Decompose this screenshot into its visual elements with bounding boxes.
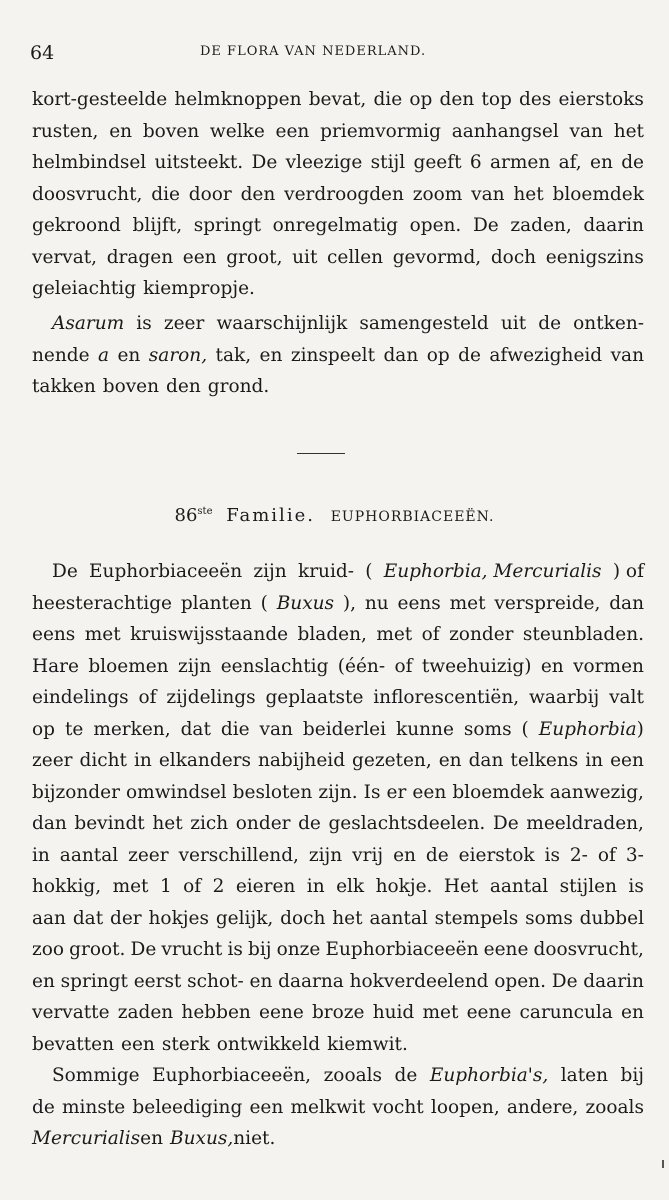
text-word: zijn	[177, 655, 212, 677]
text-word: verspreide,	[494, 592, 601, 614]
text-word: gelijk,	[215, 907, 274, 929]
text-word: Euphorbiaceeën	[89, 561, 243, 582]
text-word: 6	[469, 152, 482, 173]
text-word: bladen,	[297, 624, 367, 645]
text-line	[32, 777, 644, 809]
text-word: zoo	[32, 939, 65, 960]
text-word: daarin	[583, 970, 644, 992]
text-line	[32, 340, 644, 372]
text-word: en	[249, 970, 273, 992]
text-word: in	[585, 750, 604, 771]
italic-term: Euphorbia	[538, 718, 637, 740]
text-word: er	[386, 781, 407, 803]
text-word: en	[109, 120, 133, 142]
text-word: Is	[363, 781, 381, 803]
text-word: 2	[212, 876, 225, 897]
text-line	[32, 934, 644, 966]
text-word: omwindsel	[126, 781, 227, 803]
text-word: zijn	[308, 844, 343, 866]
text-word: uit	[292, 246, 318, 268]
text-word: sterk	[161, 1033, 210, 1055]
text-word: de	[425, 844, 449, 866]
text-word: De	[130, 939, 157, 960]
text-word: en	[590, 152, 613, 173]
family-number: 86ste	[174, 505, 213, 526]
text-word: niet.	[233, 1128, 276, 1149]
text-word: aantal	[369, 907, 428, 929]
text-word: tweehuizig)	[421, 655, 532, 677]
text-word: met	[84, 624, 121, 645]
text-word: cellen	[327, 246, 384, 268]
text-word: bloemdek	[552, 183, 644, 205]
text-word: De	[551, 970, 578, 992]
text-word: eenslachtig	[220, 655, 329, 677]
text-word: kiempropje.	[143, 278, 255, 299]
text-word: gekroond	[32, 215, 121, 236]
text-word: of	[421, 624, 440, 645]
text-word: heesterachtige	[32, 592, 172, 614]
text-word: of	[183, 876, 202, 897]
text-word: elk	[336, 876, 365, 897]
text-word: andere,	[506, 1096, 579, 1118]
text-word: het	[332, 907, 363, 929]
text-word: open.	[409, 215, 462, 236]
text-line	[32, 714, 644, 746]
text-word: die	[151, 183, 180, 205]
text-word: merken,	[93, 718, 171, 740]
text-word: zijdelings	[166, 687, 256, 708]
text-word: aanhangsel	[451, 120, 559, 142]
text-word: steunbladen.	[522, 624, 644, 645]
text-word: vocht	[372, 1096, 424, 1118]
text-word: vleezige	[285, 152, 363, 173]
text-word: der	[110, 907, 142, 929]
text-line	[32, 903, 644, 935]
text-word: nu	[364, 592, 389, 614]
text-word: eierstok	[458, 844, 535, 866]
text-word: open.	[494, 970, 546, 992]
text-word: eene	[466, 1002, 512, 1023]
text-word: met	[376, 624, 413, 645]
text-word: is	[227, 939, 243, 960]
text-line	[32, 556, 644, 588]
text-word: kruid-	[297, 561, 354, 582]
text-word: (één-	[337, 655, 386, 677]
text-word: kunne	[396, 718, 454, 740]
text-word: soms	[525, 907, 573, 929]
text-word: waarbij	[529, 687, 600, 708]
text-word: met	[449, 592, 486, 614]
text-word: )	[636, 718, 644, 740]
text-word: eens	[32, 624, 76, 645]
text-word: verschillend,	[178, 844, 299, 866]
print-mark	[662, 1160, 664, 1168]
text-word: en	[140, 1128, 164, 1149]
text-word: eindelings	[32, 687, 129, 708]
text-line	[32, 1029, 644, 1061]
text-word: melkwit	[290, 1096, 366, 1118]
text-word: bij	[247, 939, 272, 960]
text-word: in	[306, 876, 325, 897]
text-word: op	[409, 89, 433, 110]
text-word: en	[32, 970, 55, 992]
page-number: 64	[30, 42, 55, 64]
paragraph-1	[32, 84, 644, 305]
text-word: soms	[463, 718, 512, 740]
text-word: zaden	[117, 1002, 174, 1023]
text-word: de	[458, 344, 481, 366]
text-word: aan	[32, 907, 66, 929]
text-word: eenigszins	[545, 246, 644, 268]
text-line	[32, 997, 644, 1029]
text-word: en	[117, 344, 141, 366]
text-word: dan	[383, 344, 419, 366]
text-word: vrucht	[161, 939, 223, 960]
text-word: dat	[72, 907, 104, 929]
text-word: (	[521, 718, 529, 740]
text-line	[32, 242, 644, 274]
text-word: geleiachtig	[32, 278, 137, 299]
text-word: de	[394, 1065, 418, 1086]
text-word: dan	[609, 592, 644, 614]
text-word: De	[492, 813, 519, 834]
text-word: groot.	[69, 939, 126, 960]
text-word: dragen	[106, 246, 174, 268]
text-word: De	[52, 561, 78, 582]
text-word: of	[138, 687, 157, 708]
text-line	[32, 210, 644, 242]
text-word: meeldraden,	[526, 813, 644, 834]
text-word: Hare	[32, 655, 79, 677]
text-word: loopen,	[430, 1096, 500, 1118]
text-word: zeer	[32, 750, 73, 771]
text-word: door	[188, 183, 232, 205]
text-word: is	[136, 313, 152, 334]
text-word: geslachtsdeelen.	[328, 813, 486, 834]
text-word: met	[112, 876, 149, 897]
text-word: (	[365, 561, 373, 582]
text-word: elkanders	[158, 750, 251, 771]
text-word: nabijheid	[257, 750, 346, 771]
text-word: springt	[60, 970, 128, 992]
text-word: een	[249, 1096, 284, 1118]
text-word: onze	[276, 939, 321, 960]
text-word: onregelmatig	[272, 215, 398, 236]
text-word: bevindt	[74, 813, 145, 834]
text-line	[32, 1060, 644, 1092]
text-word: verdroogden	[284, 183, 404, 205]
text-word: schot-	[187, 970, 244, 992]
family-heading	[0, 505, 669, 526]
text-word: hokjes	[148, 907, 209, 929]
text-word: de	[621, 152, 644, 173]
text-word: de	[32, 1096, 55, 1118]
text-word: welke	[209, 120, 265, 142]
text-word: zijn	[253, 561, 287, 582]
text-word: uitsteekt.	[154, 152, 244, 173]
text-word: te	[64, 718, 84, 740]
text-word: zoom	[412, 183, 463, 205]
text-word: zeer	[128, 844, 169, 866]
text-word: dicht	[79, 750, 127, 771]
text-word: de	[298, 813, 321, 834]
paragraph-4	[32, 1060, 644, 1155]
text-word: dan	[32, 813, 67, 834]
italic-term: Euphorbia, Mercurialis	[383, 561, 602, 582]
text-word: huid	[372, 1002, 415, 1023]
text-word: priemvormig	[320, 120, 441, 142]
text-word: 1	[159, 876, 172, 897]
text-word: het	[513, 183, 544, 205]
text-word: hokje.	[375, 876, 433, 897]
text-word: op	[32, 718, 55, 740]
text-word: vervatte	[32, 1002, 110, 1023]
text-word: van	[471, 183, 505, 205]
text-word: gevormd,	[392, 246, 482, 268]
text-word: samengesteld	[359, 313, 489, 334]
text-line	[32, 1092, 644, 1124]
text-word: bloemen	[88, 655, 169, 677]
text-word: ontken-	[573, 313, 644, 334]
text-word: dubbel	[579, 907, 644, 929]
text-word: geeft	[413, 152, 462, 173]
italic-term: Euphorbia's,	[429, 1065, 549, 1086]
text-word: doch	[490, 246, 537, 268]
text-word: daarna	[278, 970, 344, 992]
text-word: dan	[468, 750, 504, 771]
text-word: waarschijnlijk	[216, 313, 348, 334]
text-word: caruncula	[519, 1002, 613, 1023]
text-word: van	[259, 718, 293, 740]
text-line	[32, 745, 644, 777]
text-word: planten	[180, 592, 252, 614]
text-word: geplaatste	[265, 687, 364, 708]
italic-term: Mercurialis	[32, 1128, 141, 1149]
text-word: van	[569, 120, 603, 142]
text-word: broze	[311, 1002, 365, 1023]
text-word: eierstoks	[558, 89, 644, 110]
text-word: takken	[32, 376, 96, 397]
text-line	[32, 682, 644, 714]
text-word: bloemdek	[452, 781, 544, 803]
text-word: hebben	[181, 1002, 251, 1023]
text-word: op	[426, 344, 450, 366]
text-word: of	[597, 844, 616, 866]
text-word: inflorescentiën,	[373, 687, 520, 708]
text-word: zijn.	[318, 781, 358, 803]
section-divider	[297, 453, 345, 454]
text-word: eerst	[133, 970, 182, 992]
text-word: van	[610, 344, 644, 366]
paragraph-2	[32, 308, 644, 403]
family-name: EUPHORBIACEEËN.	[330, 509, 495, 525]
text-word: een	[610, 750, 644, 771]
text-word: bevat,	[308, 89, 367, 110]
text-word: onder	[235, 813, 291, 834]
text-word: zeer	[163, 313, 205, 334]
text-line	[32, 966, 644, 998]
text-word: stempels	[434, 907, 519, 929]
text-word: grond.	[207, 376, 270, 397]
text-word: eene	[259, 1002, 304, 1023]
text-line	[32, 179, 644, 211]
text-word: en	[438, 750, 462, 771]
text-word: die	[373, 89, 403, 110]
text-word: ontwikkeld	[216, 1033, 321, 1055]
text-word: in	[32, 844, 50, 866]
text-line	[32, 871, 644, 903]
text-line	[32, 588, 644, 620]
text-word: stijlen	[559, 876, 617, 897]
text-word: helmbindsel	[32, 152, 147, 173]
text-word: zaden,	[510, 215, 572, 236]
text-line	[32, 651, 644, 683]
text-word: Euphorbiaceeën	[325, 939, 479, 960]
text-word: boven	[142, 120, 200, 142]
text-word: aantal	[59, 844, 119, 866]
text-word: daarin	[583, 215, 644, 236]
text-word: des	[518, 89, 552, 110]
text-word: dat	[180, 718, 211, 740]
text-word: een	[121, 1033, 155, 1055]
text-word: en	[393, 844, 416, 866]
text-word: is	[544, 844, 560, 866]
text-word: telkens	[510, 750, 579, 771]
text-word: armen	[489, 152, 551, 173]
text-word: nende	[32, 344, 90, 366]
text-word: eieren	[235, 876, 296, 897]
text-word: en	[621, 1002, 644, 1023]
text-word: beleediging	[132, 1096, 243, 1118]
text-word: een	[275, 120, 310, 142]
text-line	[32, 84, 644, 116]
text-word: blijft,	[132, 215, 183, 236]
text-word: in	[133, 750, 152, 771]
italic-term: Asarum	[52, 313, 125, 334]
running-title: DE FLORA VAN NEDERLAND.	[200, 44, 427, 59]
text-word: gezeten,	[352, 750, 432, 771]
text-word: helmknoppen	[174, 89, 302, 110]
text-word: den	[240, 183, 276, 205]
italic-term: Buxus	[276, 592, 335, 614]
text-word: of	[394, 655, 413, 677]
text-word: groot,	[226, 246, 283, 268]
text-line	[32, 273, 644, 305]
text-word: is	[628, 876, 644, 897]
text-word: kiemwit.	[327, 1033, 408, 1055]
text-line	[32, 1123, 644, 1155]
text-word: laten	[560, 1065, 608, 1086]
text-word: kruiswijsstaande	[130, 624, 289, 645]
text-word: besloten	[232, 781, 313, 803]
text-word: doosvrucht,	[32, 183, 143, 205]
text-word: zinspeelt	[290, 344, 376, 366]
text-word: ) of	[612, 561, 644, 582]
text-line	[32, 840, 644, 872]
text-word: minste	[61, 1096, 126, 1118]
text-line	[32, 808, 644, 840]
text-word: den	[166, 376, 201, 397]
text-word: Euphorbiaceeën,	[152, 1065, 312, 1086]
text-word: den	[439, 89, 475, 110]
text-word: springt	[193, 215, 262, 236]
italic-term: saron,	[148, 344, 208, 366]
text-line	[32, 308, 644, 340]
text-word: bijzonder	[32, 781, 120, 803]
text-word: een	[412, 781, 447, 803]
text-word: eens	[397, 592, 441, 614]
italic-term: Buxus,	[170, 1128, 234, 1149]
text-word: vrij	[352, 844, 384, 866]
text-word: en	[540, 655, 564, 677]
text-word: top	[481, 89, 512, 110]
text-word: die	[220, 718, 250, 740]
text-word: bevatten	[32, 1033, 115, 1055]
text-word: vormen	[573, 655, 644, 677]
text-word: en	[259, 344, 283, 366]
text-word: met	[422, 1002, 459, 1023]
text-word: zonder	[449, 624, 514, 645]
text-word: aantal	[489, 876, 549, 897]
text-word: Het	[443, 876, 479, 897]
paragraph-3	[32, 556, 644, 1060]
text-word: Sommige	[52, 1065, 140, 1086]
text-word: hokkig,	[32, 876, 102, 897]
text-word: af,	[558, 152, 582, 173]
text-word: vervat,	[32, 246, 98, 268]
text-word: aanwezig,	[549, 781, 644, 803]
text-word: De	[472, 215, 499, 236]
text-word: 3-	[625, 844, 644, 866]
text-word: kort-gesteelde	[32, 89, 168, 110]
text-line	[32, 116, 644, 148]
text-word: valt	[609, 687, 644, 708]
text-word: tak,	[215, 344, 252, 366]
text-line	[32, 147, 644, 179]
text-word: afwezigheid	[489, 344, 603, 366]
text-word: stijl	[370, 152, 406, 173]
text-word: beiderlei	[302, 718, 387, 740]
text-word: zooals	[323, 1065, 383, 1086]
text-word: het	[613, 120, 644, 142]
text-word: een	[182, 246, 217, 268]
text-word: ),	[342, 592, 356, 614]
text-word: doosvrucht,	[533, 939, 644, 960]
text-line	[32, 371, 644, 403]
text-word: zich	[190, 813, 229, 834]
text-word: (	[260, 592, 268, 614]
text-word: de	[538, 313, 562, 334]
text-word: 2-	[569, 844, 588, 866]
text-word: boven	[102, 376, 160, 397]
text-word: uit	[500, 313, 527, 334]
text-word: rusten,	[32, 120, 99, 142]
text-line	[32, 619, 644, 651]
italic-term: a	[98, 344, 110, 366]
text-word: De	[251, 152, 278, 173]
text-word: hokverdeelend	[349, 970, 489, 992]
text-word: bij	[620, 1065, 644, 1086]
text-word: zooals	[585, 1096, 644, 1118]
text-word: eene	[483, 939, 529, 960]
page-header	[30, 40, 640, 70]
text-word: het	[152, 813, 183, 834]
family-label: Familie.	[226, 505, 315, 526]
text-word: doch	[280, 907, 326, 929]
